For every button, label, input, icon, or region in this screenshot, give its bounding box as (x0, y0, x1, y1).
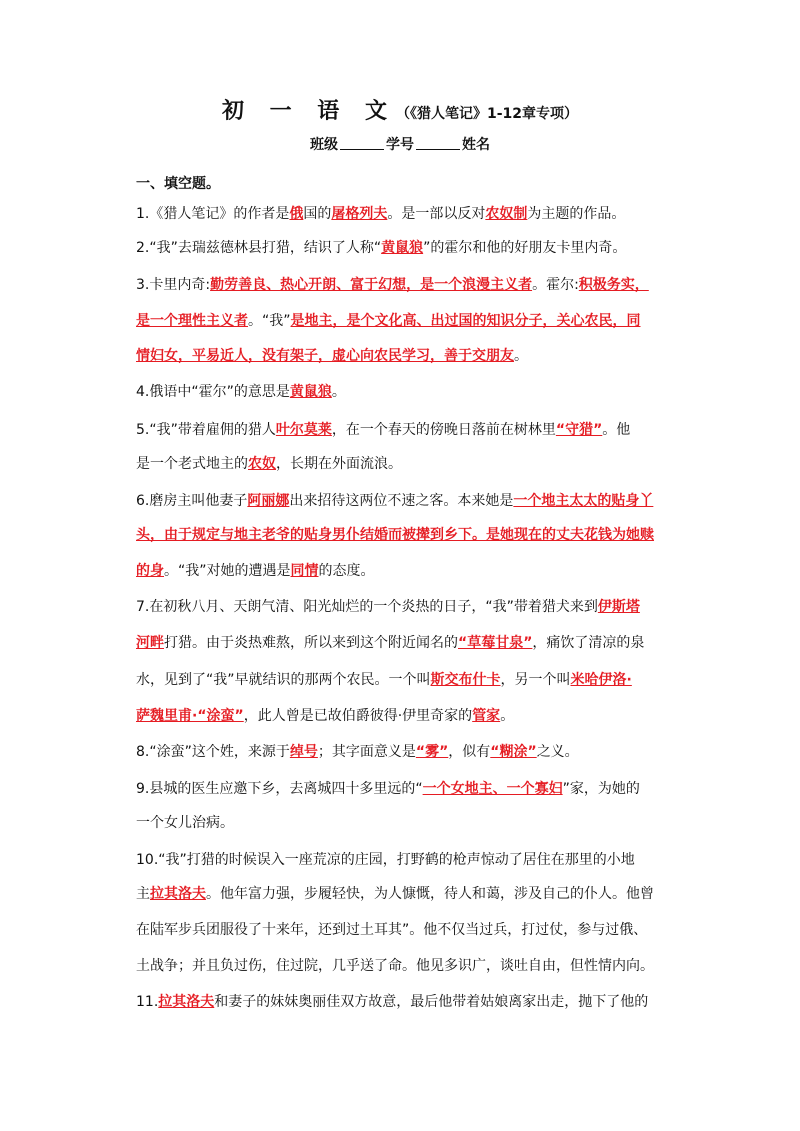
question-text: 。“我” (248, 313, 291, 329)
question-text: 出来招待这两位不速之客。本来她是 (289, 493, 514, 509)
question-text: ，此人曾是已故伯爵彼得·伊里奇家的 (243, 708, 473, 724)
question-text: 在陆军步兵团服役了十来年，还到过土耳其”。他不仅当过兵，打过仗，参与过俄、 (136, 922, 648, 938)
student-info-line (0, 134, 800, 154)
answer-text: 一个女地主、一个寡妇 (422, 781, 563, 797)
question-text: ，似有 (448, 744, 491, 760)
question-text: 5.“我”带着雇佣的猎人 (136, 422, 276, 438)
question-text: 4.俄语中“霍尔”的意思是 (136, 384, 290, 400)
answer-text: 黄鼠狼 (289, 384, 332, 400)
text-line (136, 779, 640, 799)
question-text: 的态度。 (318, 563, 375, 579)
text-line (136, 920, 647, 940)
text-line (136, 813, 234, 833)
answer-text: 是一个理性主义者 (136, 313, 248, 329)
question-text: 一个女儿治病。 (136, 815, 234, 831)
question-text: 之义。 (536, 744, 579, 760)
name-label: 姓名 (462, 137, 490, 153)
answer-text: 同情 (290, 563, 319, 579)
question-text: 1.《猎人笔记》的作者是 (136, 206, 290, 222)
answer-text: “雾” (415, 744, 449, 760)
text-line (136, 238, 626, 258)
text-line (136, 525, 654, 545)
answer-text: 斯交布什卡 (430, 672, 501, 688)
section-title: 一、填空题。 (136, 176, 220, 192)
answer-text: 农奴 (248, 456, 276, 472)
text-line (136, 311, 641, 331)
question-text: 9.县城的医生应邀下乡，去离城四十多里远的“ (136, 781, 423, 797)
text-line (136, 382, 346, 402)
answer-text: 农奴制 (485, 206, 528, 222)
text-line (136, 742, 579, 762)
answer-text: 情妇女，平易近人，没有架子，虚心向农民学习，善于交朋友 (136, 348, 514, 364)
text-line (136, 706, 514, 726)
question-text: 3.卡里内奇: (136, 277, 211, 293)
question-text: 主 (136, 886, 150, 902)
text-line (136, 670, 632, 690)
text-line (136, 204, 625, 224)
answer-text: 叶尔莫莱 (275, 422, 332, 438)
question-text: 6.磨房主叫他妻子 (136, 493, 248, 509)
question-text: 。 (500, 708, 515, 724)
question-text: ，另一个叫 (500, 672, 571, 688)
class-blank (340, 137, 384, 150)
answer-text: 的身 (136, 563, 164, 579)
text-line (136, 420, 630, 440)
question-text: 为主题的作品。 (527, 206, 626, 222)
question-text: ，痛饮了清凉的泉 (532, 635, 645, 651)
answer-text: 屠格列夫 (331, 206, 388, 222)
document-title (0, 94, 800, 125)
answer-text: 绰号 (289, 744, 318, 760)
text-line (136, 597, 640, 617)
question-text: 。他年富力强，步履轻快，为人慷慨，待人和蔼，涉及自己的仆人。他曾 (206, 886, 654, 902)
question-text: 2.“我”去瑞兹德林县打猎，结识了人称“ (136, 240, 382, 256)
question-text: 11. (136, 994, 159, 1010)
text-line (136, 850, 635, 870)
question-text: 和妻子的妹妹奥丽佳双方故意，最后他带着姑娘离家出走，抛下了他的 (214, 994, 649, 1010)
text-line (136, 346, 528, 366)
question-text: 10.“我”打猎的时候误入一座荒凉的庄园，打野鹤的枪声惊动了居住在那里的小地 (136, 852, 635, 868)
answer-text: 头，由于规定与地主老爷的贴身男仆结婚而被撵到乡下。是她现在的丈夫花钱为她赎 (136, 527, 654, 543)
student-id-label: 学号 (386, 137, 414, 153)
title-subtitle: （《猎人笔记》1-12章专项） (395, 106, 579, 122)
question-text: 土战争；并且负过伤，住过院，几乎送了命。他见多识广，谈吐自由，但性情内向。 (136, 958, 654, 974)
text-line (136, 275, 649, 295)
question-text: 打猎。由于炎热难熬，所以来到这个附近闻名的 (164, 635, 458, 651)
question-text: 。霍尔: (532, 277, 579, 293)
answer-text: 积极务实， (578, 277, 649, 293)
question-text: ；其字面意义是 (317, 744, 416, 760)
answer-text: “糊涂” (490, 744, 537, 760)
answer-text: “草莓甘泉” (458, 635, 533, 651)
answer-text: 是地主，是个文化高、出过国的知识分子，关心农民，同 (290, 313, 641, 329)
answer-text: 俄 (289, 206, 304, 222)
class-label: 班级 (310, 137, 338, 153)
text-line (136, 491, 653, 511)
text-line (136, 454, 402, 474)
text-line (136, 633, 644, 653)
question-text: 。他 (602, 422, 631, 438)
question-text: ，在一个春天的傍晚日落前在树林里 (331, 422, 556, 438)
question-text: 8.“涂蛮”这个姓，来源于 (136, 744, 290, 760)
question-text: 国的 (303, 206, 332, 222)
question-text: 。“我”对她的遭遇是 (164, 563, 291, 579)
answer-text: “守猎” (555, 422, 603, 438)
answer-text: 伊斯塔 (597, 599, 640, 615)
answer-text: 河畔 (136, 635, 164, 651)
question-text: 水，见到了“我”早就结识的那两个农民。一个叫 (136, 672, 431, 688)
answer-text: 萨魏里甫·“涂蛮” (136, 708, 244, 724)
answer-text: 阿丽娜 (247, 493, 290, 509)
title-main: 初 一 语 文 (221, 99, 396, 124)
question-text: ”家，为她的 (562, 781, 640, 797)
answer-text: 拉其洛夫 (158, 994, 215, 1010)
answer-text: 黄鼠狼 (381, 240, 424, 256)
answer-text: 管家 (472, 708, 501, 724)
question-text: 7.在初秋八月、天朗气清、阳光灿烂的一个炎热的日子，“我”带着猎犬来到 (136, 599, 598, 615)
answer-text: 米哈伊洛· (570, 672, 632, 688)
text-line (136, 956, 654, 976)
question-text: 。 (331, 384, 346, 400)
text-line (136, 992, 648, 1012)
question-text: 。是一部以反对 (387, 206, 486, 222)
answer-text: 一个地主太太的贴身丫 (513, 493, 654, 509)
question-text: ，长期在外面流浪。 (276, 456, 402, 472)
question-text: 。 (514, 348, 528, 364)
student-id-blank (416, 137, 460, 150)
text-line (136, 884, 654, 904)
question-text: 是一个老式地主的 (136, 456, 248, 472)
question-text: ”的霍尔和他的好朋友卡里内奇。 (423, 240, 627, 256)
answer-text: 勤劳善良、热心开朗、富于幻想，是一个浪漫主义者 (210, 277, 533, 293)
text-line (136, 561, 375, 581)
answer-text: 拉其洛夫 (150, 886, 206, 902)
